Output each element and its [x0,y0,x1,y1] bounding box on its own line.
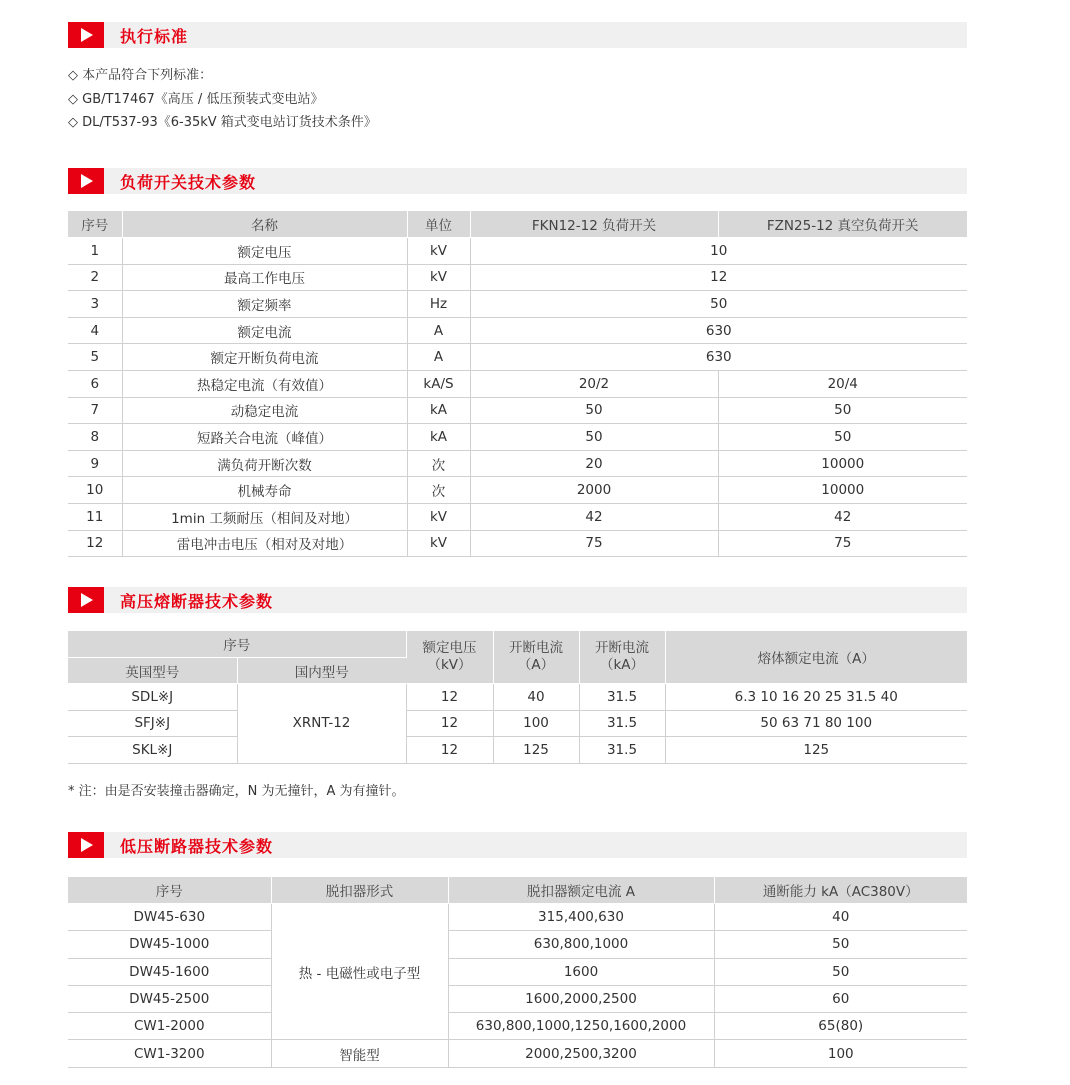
cell-name: 额定开断负荷电流 [122,344,407,371]
col-header-voltage: 额定电压 （kV） [406,631,493,684]
table-row [68,450,967,477]
cell-unit: A [407,344,470,371]
cell-serial: 8 [68,424,122,451]
cell-value-fkn: 20 [470,450,718,477]
cell-serial: 2 [68,264,122,291]
cell-uk-model: SFJ※J [68,710,237,737]
play-arrow-icon [68,168,104,194]
section-title: 执行标准 [120,26,189,46]
table-row [68,1013,967,1040]
table-header-row [68,211,967,238]
cell-serial: 7 [68,397,122,424]
cell-unit: A [407,317,470,344]
cell-name: 额定电流 [122,317,407,344]
cell-unit: kV [407,238,470,265]
cell-name: 短路关合电流（峰值） [122,424,407,451]
cell-breaking-capacity: 60 [714,985,967,1012]
table-row [68,317,967,344]
col-header: 单位 [407,211,470,238]
cell-unit: Hz [407,291,470,318]
table-row [68,291,967,318]
play-arrow-icon [68,22,104,48]
cell-model: CW1-2000 [68,1013,271,1040]
cell-melt-current: 50 63 71 80 100 [665,710,967,737]
cell-serial: 3 [68,291,122,318]
cell-name: 雷电冲击电压（相对及对地） [122,530,407,557]
table-row [68,985,967,1012]
cell-value: 630 [470,344,967,371]
cell-breaking-capacity: 40 [714,904,967,931]
cell-rated-current: 1600,2000,2500 [448,985,714,1012]
section-title: 低压断路器技术参数 [120,836,274,856]
cell-break-current-ka: 31.5 [579,737,665,764]
cell-model: DW45-1600 [68,958,271,985]
cell-unit: 次 [407,477,470,504]
cell-rated-current: 2000,2500,3200 [448,1040,714,1067]
col-header: FKN12-12 负荷开关 [470,211,718,238]
section-title: 高压熔断器技术参数 [120,591,274,611]
play-arrow-icon [68,832,104,858]
standard-item: ◇ DL/T537-93《6-35kV 箱式变电站订货技术条件》 [68,115,377,130]
cell-voltage: 12 [406,684,493,711]
cell-value-fkn: 42 [470,503,718,530]
breaker-table [68,877,967,1068]
section-header-fuse [68,587,967,613]
cell-value-fzn: 10000 [718,450,967,477]
cell-value-fzn: 10000 [718,477,967,504]
table-row [68,710,967,737]
cell-serial: 9 [68,450,122,477]
cell-name: 1min 工频耐压（相间及对地） [122,503,407,530]
cell-value-fzn: 75 [718,530,967,557]
cell-break-current: 125 [493,737,579,764]
col-header: 序号 [68,877,271,904]
cell-value: 50 [470,291,967,318]
cell-serial: 5 [68,344,122,371]
col-header-melt-current: 熔体额定电流（A） [665,631,967,684]
fuse-note: * 注：由是否安装撞击器确定，N 为无撞针，A 为有撞针。 [68,784,405,799]
cell-serial: 4 [68,317,122,344]
section-header-load-switch [68,168,967,194]
cell-value-fzn: 50 [718,397,967,424]
table-row [68,530,967,557]
cell-name: 热稳定电流（有效值） [122,370,407,397]
cell-serial: 12 [68,530,122,557]
table-row [68,737,967,764]
table-row [68,958,967,985]
standards-list [68,64,377,135]
section-header-breaker [68,832,967,858]
cell-trip-type: 热 - 电磁性或电子型 [271,904,448,1040]
cell-model: DW45-1000 [68,931,271,958]
cell-melt-current: 6.3 10 16 20 25 31.5 40 [665,684,967,711]
play-arrow-icon [68,587,104,613]
cell-rated-current: 315,400,630 [448,904,714,931]
standards-intro: ◇ 本产品符合下列标准： [68,68,213,83]
cell-unit: kA/S [407,370,470,397]
cell-value: 12 [470,264,967,291]
table-row [68,344,967,371]
table-row [68,904,967,931]
cell-breaking-capacity: 50 [714,958,967,985]
cell-rated-current: 1600 [448,958,714,985]
cell-unit: kA [407,397,470,424]
load-switch-table [68,211,967,557]
cell-name: 机械寿命 [122,477,407,504]
cell-serial: 10 [68,477,122,504]
cell-break-current: 100 [493,710,579,737]
col-header-cn-model: 国内型号 [237,658,406,684]
col-header: FZN25-12 真空负荷开关 [718,211,967,238]
cell-unit: kV [407,530,470,557]
table-row [68,397,967,424]
cell-break-current-ka: 31.5 [579,710,665,737]
cell-unit: 次 [407,450,470,477]
cell-uk-model: SDL※J [68,684,237,711]
cell-uk-model: SKL※J [68,737,237,764]
table-row [68,1040,967,1067]
cell-melt-current: 125 [665,737,967,764]
table-row [68,264,967,291]
cell-value-fzn: 20/4 [718,370,967,397]
col-header: 名称 [122,211,407,238]
cell-breaking-capacity: 100 [714,1040,967,1067]
cell-model: CW1-3200 [68,1040,271,1067]
fuse-table [68,631,967,764]
cell-model: DW45-630 [68,904,271,931]
col-header-break-current-ka: 开断电流 （kA） [579,631,665,684]
table-row [68,424,967,451]
cell-name: 满负荷开断次数 [122,450,407,477]
cell-name: 额定电压 [122,238,407,265]
table-row [68,477,967,504]
cell-name: 动稳定电流 [122,397,407,424]
cell-rated-current: 630,800,1000 [448,931,714,958]
cell-value-fkn: 75 [470,530,718,557]
cell-unit: kA [407,424,470,451]
cell-name: 额定频率 [122,291,407,318]
table-header-row [68,877,967,904]
cell-unit: kV [407,264,470,291]
cell-voltage: 12 [406,737,493,764]
col-header: 序号 [68,211,122,238]
cell-serial: 1 [68,238,122,265]
cell-unit: kV [407,503,470,530]
cell-name: 最高工作电压 [122,264,407,291]
table-row [68,684,967,711]
cell-value-fzn: 42 [718,503,967,530]
cell-model: DW45-2500 [68,985,271,1012]
cell-rated-current: 630,800,1000,1250,1600,2000 [448,1013,714,1040]
cell-breaking-capacity: 50 [714,931,967,958]
col-header-serial: 序号 [68,631,406,658]
col-header: 脱扣器额定电流 A [448,877,714,904]
col-header: 通断能力 kA（AC380V） [714,877,967,904]
col-header: 脱扣器形式 [271,877,448,904]
cell-value: 630 [470,317,967,344]
section-title: 负荷开关技术参数 [120,172,257,192]
cell-value-fkn: 2000 [470,477,718,504]
cell-value-fkn: 20/2 [470,370,718,397]
cell-break-current: 40 [493,684,579,711]
col-header-break-current: 开断电流 （A） [493,631,579,684]
cell-value-fkn: 50 [470,397,718,424]
section-header-standards [68,22,967,48]
cell-serial: 11 [68,503,122,530]
cell-value: 10 [470,238,967,265]
cell-breaking-capacity: 65(80) [714,1013,967,1040]
cell-break-current-ka: 31.5 [579,684,665,711]
table-row [68,370,967,397]
cell-value-fzn: 50 [718,424,967,451]
cell-cn-model: XRNT-12 [237,684,406,764]
table-row [68,503,967,530]
table-header-row [68,631,967,658]
col-header-uk-model: 英国型号 [68,658,237,684]
cell-serial: 6 [68,370,122,397]
cell-value-fkn: 50 [470,424,718,451]
table-row [68,238,967,265]
cell-voltage: 12 [406,710,493,737]
standard-item: ◇ GB/T17467《高压 / 低压预装式变电站》 [68,91,324,107]
cell-trip-type: 智能型 [271,1040,448,1067]
table-row [68,931,967,958]
